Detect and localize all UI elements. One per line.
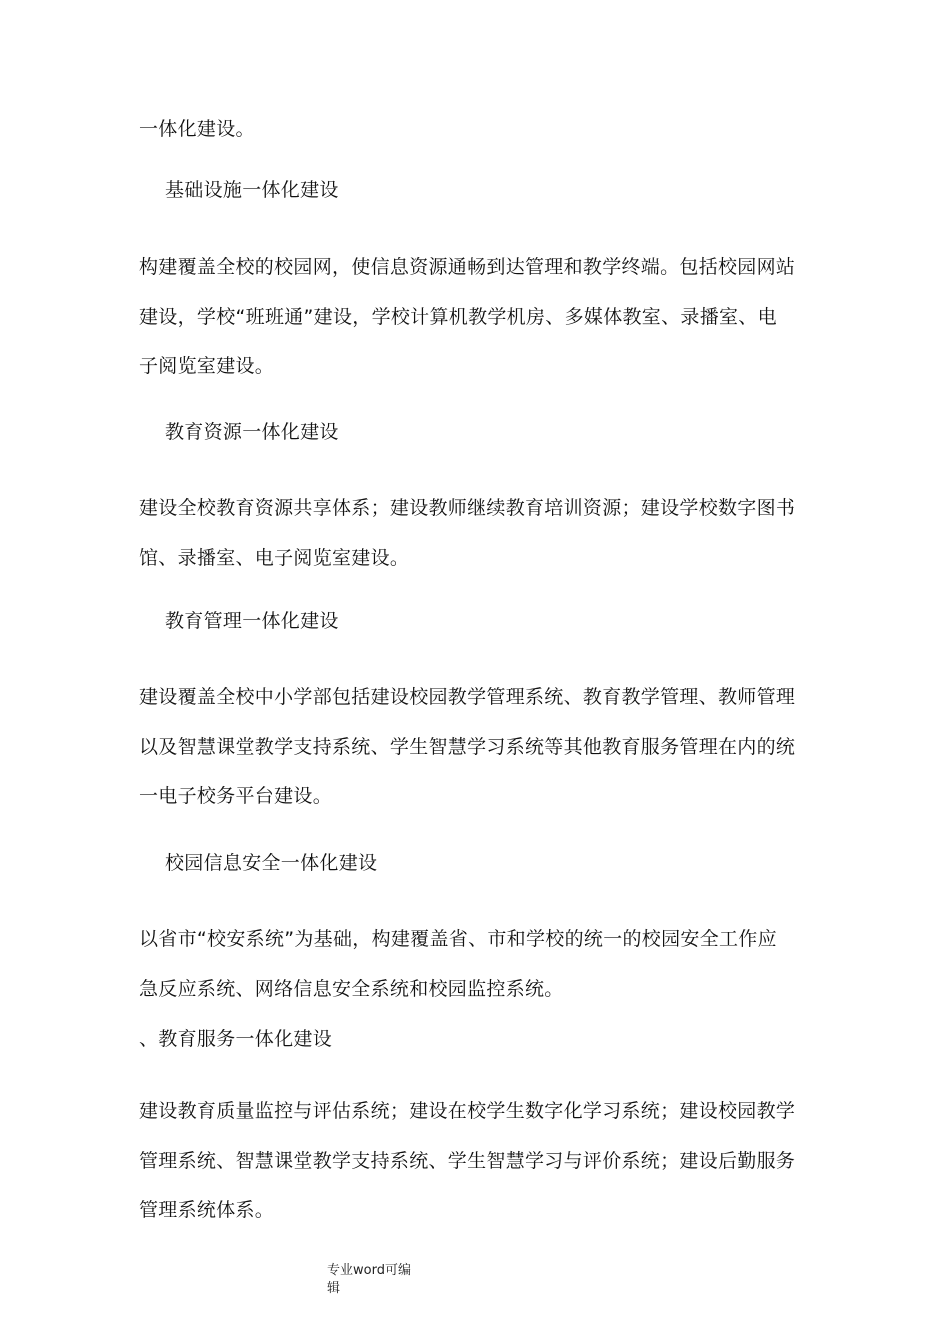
paragraph-line: 管理系统、智慧课堂教学支持系统、学生智慧学习与评价系统；建设后勤服务	[139, 1150, 796, 1172]
section-heading-resources: 教育资源一体化建设	[165, 421, 339, 443]
footer-note-continued: 辑	[327, 1281, 341, 1296]
paragraph-line: 管理系统体系。	[139, 1199, 275, 1221]
paragraph-line: 急反应系统、网络信息安全系统和校园监控系统。	[139, 978, 564, 1000]
paragraph-line: 一电子校务平台建设。	[139, 785, 333, 807]
paragraph-line: 馆、录播室、电子阅览室建设。	[139, 547, 410, 569]
paragraph-line: 建设，学校“班班通”建设，学校计算机教学机房、多媒体教室、录播室、电	[139, 306, 777, 328]
paragraph-line: 建设覆盖全校中小学部包括建设校园教学管理系统、教育教学管理、教师管理	[139, 686, 796, 708]
paragraph-line: 建设教育质量监控与评估系统；建设在校学生数字化学习系统；建设校园教学	[139, 1100, 796, 1122]
paragraph-line: 以省市“校安系统”为基础，构建覆盖省、市和学校的统一的校园安全工作应	[139, 928, 777, 950]
paragraph-line: 子阅览室建设。	[139, 355, 275, 377]
paragraph-line: 以及智慧课堂教学支持系统、学生智慧学习系统等其他教育服务管理在内的统	[139, 736, 796, 758]
section-heading-management: 教育管理一体化建设	[165, 610, 339, 632]
section-heading-security: 校园信息安全一体化建设	[165, 852, 378, 874]
footer-note: 专业word可编	[327, 1263, 411, 1278]
intro-text: 一体化建设。	[139, 118, 255, 140]
section-heading-infrastructure: 基础设施一体化建设	[165, 179, 339, 201]
paragraph-line: 建设全校教育资源共享体系；建设教师继续教育培训资源；建设学校数字图书	[139, 497, 796, 519]
section-heading-services: 、教育服务一体化建设	[139, 1028, 333, 1050]
paragraph-line: 构建覆盖全校的校园网，使信息资源通畅到达管理和教学终端。包括校园网站	[139, 256, 796, 278]
